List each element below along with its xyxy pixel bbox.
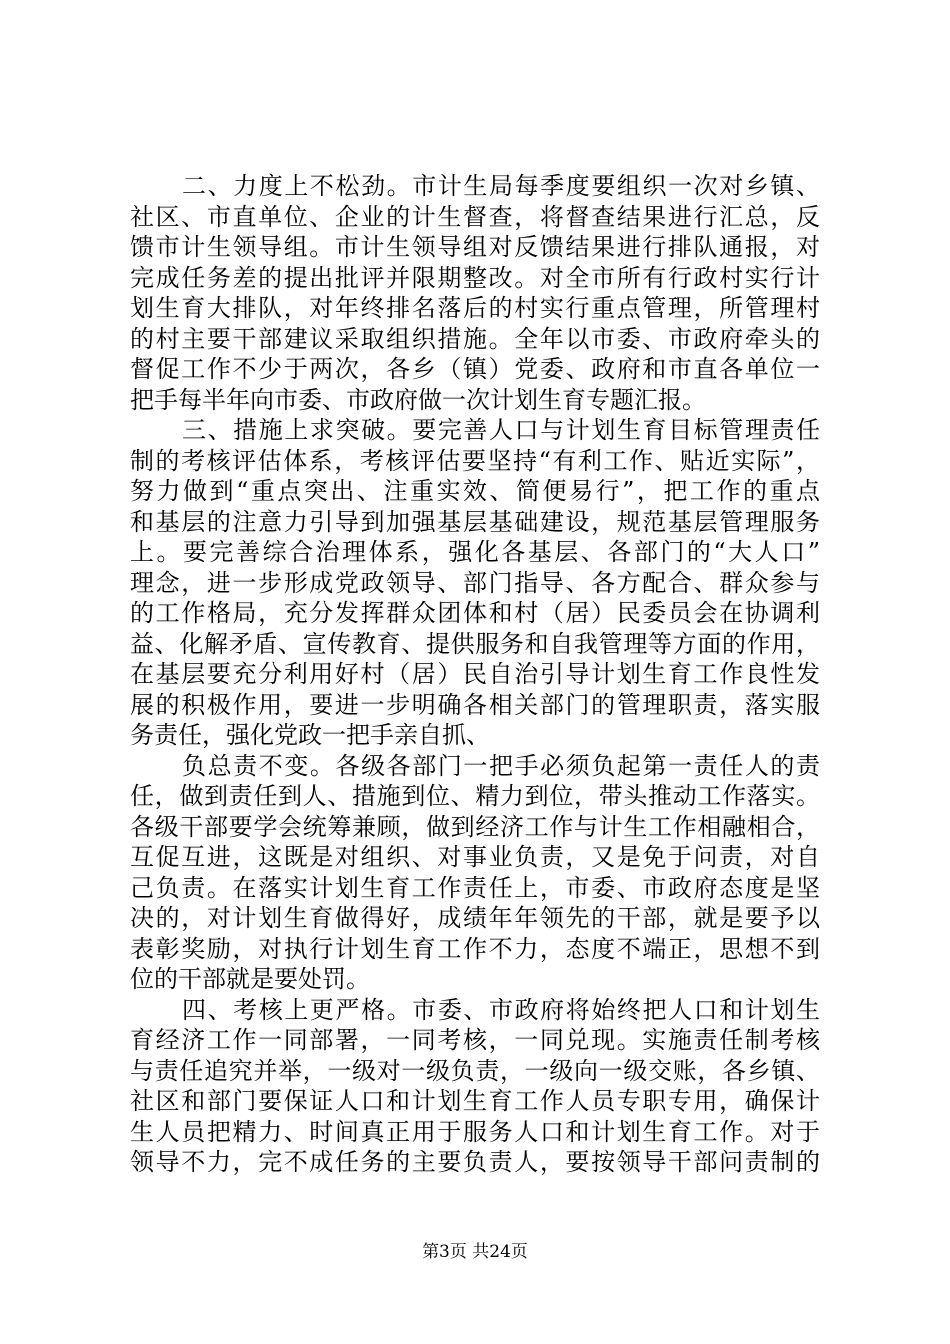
paragraph-line: 位的干部就是要处罚。: [130, 965, 370, 993]
paragraph-line: 努力做到“重点突出、注重实效、简便易行”，把工作的重点: [130, 477, 820, 505]
paragraph-line: 益、化解矛盾、宣传教育、提供服务和自我管理等方面的作用，: [130, 629, 820, 658]
paragraph-line: 决的，对计划生育做得好，成绩年年领先的干部，就是要予以: [130, 904, 820, 932]
paragraph-line: 在基层要充分利用好村（居）民自治引导计划生育工作良性发: [130, 660, 820, 688]
paragraph-line: 务责任，强化党政一把手亲自抓、: [130, 721, 490, 749]
paragraph-line: 互促互进，这既是对组织、对事业负责，又是免于问责，对自: [130, 843, 820, 871]
page-number-footer: 第3页 共24页: [422, 1242, 528, 1262]
paragraph-line: 育经济工作一同部署，一同考核，一同兑现。实施责任制考核: [130, 1026, 820, 1054]
paragraph-line: 的村主要干部建议采取组织措施。全年以市委、市政府牵头的: [130, 324, 820, 353]
paragraph-line: 二、力度上不松劲。市计生局每季度要组织一次对乡镇、: [182, 172, 820, 200]
paragraph-line: 各级干部要学会统筹兼顾，做到经济工作与计生工作相融相合，: [130, 812, 820, 841]
paragraph-line: 展的积极作用，要进一步明确各相关部门的管理职责，落实服: [130, 690, 820, 719]
paragraph-line: 和基层的注意力引导到加强基层基础建设，规范基层管理服务: [130, 507, 820, 536]
paragraph-line: 完成任务差的提出批评并限期整改。对全市所有行政村实行计: [130, 263, 820, 292]
paragraph-line: 督促工作不少于两次，各乡（镇）党委、政府和市直各单位一: [130, 355, 820, 383]
paragraph-line: 四、考核上更严格。市委、市政府将始终把人口和计划生: [182, 995, 820, 1024]
paragraph-line: 己负责。在落实计划生育工作责任上，市委、市政府态度是坚: [130, 873, 820, 902]
paragraph-line: 任，做到责任到人、措施到位、精力到位，带头推动工作落实。: [130, 782, 820, 810]
paragraph-line: 馈市计生领导组。市计生领导组对反馈结果进行排队通报，对: [130, 233, 820, 261]
paragraph-line: 生人员把精力、时间真正用于服务人口和计划生育工作。对于: [130, 1117, 820, 1146]
paragraph-line: 上。要完善综合治理体系，强化各基层、各部门的“大人口”: [130, 538, 820, 566]
paragraph-line: 社区和部门要保证人口和计划生育工作人员专职专用，确保计: [130, 1087, 820, 1115]
paragraph-line: 表彰奖励，对执行计划生育工作不力，态度不端正，思想不到: [130, 934, 820, 963]
paragraph-line: 制的考核评估体系，考核评估要坚持“有利工作、贴近实际”，: [130, 446, 820, 475]
paragraph-line: 三、措施上求突破。要完善人口与计划生育目标管理责任: [182, 416, 820, 444]
paragraph-line: 把手每半年向市委、市政府做一次计划生育专题汇报。: [130, 385, 706, 414]
paragraph-line: 理念，进一步形成党政领导、部门指导、各方配合、群众参与: [130, 568, 820, 597]
paragraph-line: 划生育大排队，对年终排名落后的村实行重点管理，所管理村: [130, 294, 820, 322]
paragraph-line: 与责任追究并举，一级对一级负责，一级向一级交账，各乡镇、: [130, 1056, 820, 1085]
paragraph-line: 的工作格局，充分发挥群众团体和村（居）民委员会在协调利: [130, 599, 820, 627]
paragraph-line: 社区、市直单位、企业的计生督查，将督查结果进行汇总，反: [130, 202, 820, 231]
paragraph-line: 负总责不变。各级各部门一把手必须负起第一责任人的责: [182, 751, 820, 780]
paragraph-line: 领导不力，完不成任务的主要负责人，要按领导干部问责制的: [130, 1148, 820, 1176]
